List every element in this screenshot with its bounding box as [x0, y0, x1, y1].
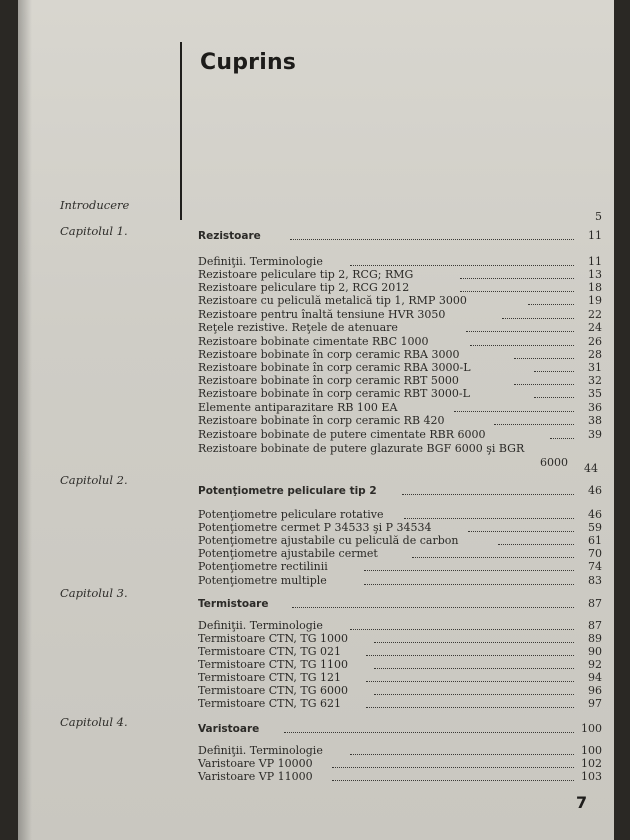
page-number: 7 — [576, 793, 588, 812]
toc-entry: Termistoare CTN, TG 121 — [198, 671, 341, 684]
toc-entry: Varistoare VP 10000 — [198, 757, 313, 770]
toc-page: 70 — [588, 547, 602, 560]
toc-page: 39 — [588, 428, 602, 441]
toc-page: 28 — [588, 348, 602, 361]
toc-page: 59 — [588, 521, 602, 534]
toc-page: 83 — [588, 574, 602, 587]
toc-page: 100 — [581, 744, 602, 757]
toc-heading: Varistoare — [198, 723, 260, 735]
toc-entry: Rezistoare bobinate de putere cimentate RBR 6000 — [198, 428, 486, 441]
toc-heading-row — [198, 229, 602, 243]
title-divider-line — [180, 42, 182, 220]
dot-leader — [550, 428, 574, 439]
toc-row — [198, 632, 602, 646]
toc-entry: Rezistoare pentru înaltă tensiune HVR 3050 — [198, 308, 446, 321]
dot-leader — [364, 574, 574, 585]
toc-entry: Elemente antiparazitare RB 100 EA — [198, 401, 398, 414]
toc-row — [198, 374, 602, 388]
toc-row — [198, 361, 602, 375]
dot-leader — [498, 534, 574, 545]
toc-entry: Rezistoare bobinate de putere glazurate BGF 6000 şi BGR — [198, 442, 525, 455]
chapter-4-label: Capitolul 4. — [60, 715, 128, 729]
toc-entry: Termistoare CTN, TG 6000 — [198, 684, 348, 697]
toc-heading: Termistoare — [198, 598, 269, 610]
toc-page: 36 — [588, 401, 602, 414]
toc-entry: Definiţii. Terminologie — [198, 255, 323, 268]
toc-entry: Rezistoare peliculare tip 2, RCG; RMG — [198, 268, 414, 281]
toc-page: 87 — [588, 619, 602, 632]
dot-leader — [350, 255, 574, 266]
toc-entry: Termistoare CTN, TG 1100 — [198, 658, 348, 671]
toc-heading-row — [198, 597, 602, 611]
toc-row — [198, 294, 602, 308]
toc-page: 19 — [588, 294, 602, 307]
dot-leader — [470, 335, 574, 346]
toc-page: 26 — [588, 335, 602, 348]
toc-row — [198, 684, 602, 698]
toc-row — [198, 560, 602, 574]
toc-page: 61 — [588, 534, 602, 547]
toc-row — [198, 508, 602, 522]
toc-entry: Reţele rezistive. Reţele de atenuare — [198, 321, 398, 334]
toc-page: 96 — [588, 684, 602, 697]
dot-leader — [364, 560, 574, 571]
dot-leader — [534, 361, 574, 372]
toc-entry: Potenţiometre peliculare rotative — [198, 508, 384, 521]
toc-row — [198, 744, 602, 758]
toc-entry: Termistoare CTN, TG 1000 — [198, 632, 348, 645]
dot-leader — [366, 671, 574, 682]
toc-page: 74 — [588, 560, 602, 573]
toc-page: 102 — [581, 757, 602, 770]
toc-entry: Potenţiometre ajustabile cermet — [198, 547, 378, 560]
dot-leader — [366, 697, 574, 708]
dot-leader — [466, 321, 574, 332]
dot-leader — [534, 387, 574, 398]
toc-heading: Potenţiometre peliculare tip 2 — [198, 485, 377, 497]
toc-row — [198, 348, 602, 362]
page-gutter-shadow — [18, 0, 32, 840]
toc-continuation-text: 6000 — [540, 456, 568, 469]
toc-entry: Rezistoare bobinate cimentate RBC 1000 — [198, 335, 429, 348]
dot-leader — [350, 619, 574, 630]
dot-leader — [502, 308, 574, 319]
toc-entry: Rezistoare bobinate în corp ceramic RBA 3000 — [198, 348, 460, 361]
toc-page: 35 — [588, 387, 602, 400]
toc-page: 38 — [588, 414, 602, 427]
toc-row — [198, 645, 602, 659]
toc-entry: Rezistoare bobinate în corp ceramic RBT 5000 — [198, 374, 459, 387]
toc-entry: Rezistoare peliculare tip 2, RCG 2012 — [198, 281, 410, 294]
book-page — [18, 0, 614, 840]
dot-leader — [350, 744, 574, 755]
toc-row — [198, 574, 602, 588]
toc-entry: Termistoare CTN, TG 021 — [198, 645, 341, 658]
toc-entry: Potenţiometre multiple — [198, 574, 327, 587]
toc-row — [198, 534, 602, 548]
toc-row — [198, 428, 602, 442]
toc-page: 32 — [588, 374, 602, 387]
dot-leader — [292, 597, 574, 608]
toc-row — [198, 658, 602, 672]
toc-entry: Termistoare CTN, TG 621 — [198, 697, 341, 710]
toc-entry: Varistoare VP 11000 — [198, 770, 313, 783]
toc-entry: Potenţiometre ajustabile cu peliculă de carbon — [198, 534, 459, 547]
toc-row — [198, 335, 602, 349]
toc-page: 13 — [588, 268, 602, 281]
toc-page: 94 — [588, 671, 602, 684]
toc-page: 100 — [581, 722, 602, 735]
toc-page: 46 — [588, 508, 602, 521]
toc-row — [198, 255, 602, 269]
toc-page: 11 — [588, 255, 602, 268]
toc-entry: Definiţii. Terminologie — [198, 619, 323, 632]
dot-leader — [374, 684, 574, 695]
toc-row — [198, 671, 602, 685]
dot-leader — [412, 547, 574, 558]
toc-page: 92 — [588, 658, 602, 671]
dot-leader — [374, 632, 574, 643]
toc-row — [198, 414, 602, 428]
toc-row — [198, 268, 602, 282]
dot-leader — [404, 508, 574, 519]
toc-row — [198, 770, 602, 784]
toc-row — [198, 401, 602, 415]
toc-heading: Rezistoare — [198, 230, 261, 242]
toc-page: 46 — [588, 484, 602, 497]
page-title: Cuprins — [200, 50, 297, 75]
toc-page: 24 — [588, 321, 602, 334]
toc-entry: Rezistoare bobinate în corp ceramic RBA 3000-L — [198, 361, 471, 374]
toc-page: 11 — [588, 229, 602, 242]
dot-leader — [332, 770, 574, 781]
toc-entry: Rezistoare cu peliculă metalică tip 1, RMP 3000 — [198, 294, 467, 307]
toc-page: 31 — [588, 361, 602, 374]
toc-entry: Potenţiometre rectilinii — [198, 560, 328, 573]
dot-leader — [460, 268, 574, 279]
dot-leader — [366, 645, 574, 656]
toc-entry: Definiţii. Terminologie — [198, 744, 323, 757]
toc-heading-row — [198, 484, 602, 498]
chapter-1-label: Capitolul 1. — [60, 224, 128, 238]
chapter-3-label: Capitolul 3. — [60, 586, 128, 600]
toc-row — [198, 547, 602, 561]
dot-leader — [332, 757, 574, 768]
toc-row — [198, 697, 602, 711]
toc-page: 22 — [588, 308, 602, 321]
toc-continuation-page: 44 — [584, 462, 598, 475]
dot-leader — [402, 484, 574, 495]
toc-row — [198, 281, 602, 295]
dot-leader — [528, 294, 574, 305]
dot-leader — [514, 348, 574, 359]
dot-leader — [454, 401, 574, 412]
dot-leader — [374, 658, 574, 669]
dot-leader — [290, 229, 574, 240]
toc-page: 97 — [588, 697, 602, 710]
dot-leader — [284, 722, 574, 733]
toc-row — [198, 619, 602, 633]
toc-entry: Potenţiometre cermet P 34533 şi P 34534 — [198, 521, 432, 534]
dot-leader — [460, 281, 574, 292]
toc-row — [198, 321, 602, 335]
toc-entry: Rezistoare bobinate în corp ceramic RB 420 — [198, 414, 445, 427]
toc-page: 18 — [588, 281, 602, 294]
toc-page: 103 — [581, 770, 602, 783]
toc-heading-row — [198, 722, 602, 736]
toc-row — [198, 442, 602, 456]
dot-leader — [468, 521, 574, 532]
intro-page-number: 5 — [595, 210, 602, 223]
dot-leader — [494, 414, 574, 425]
toc-row — [198, 521, 602, 535]
chapter-2-label: Capitolul 2. — [60, 473, 128, 487]
toc-row — [198, 757, 602, 771]
toc-page: 87 — [588, 597, 602, 610]
toc-entry: Rezistoare bobinate în corp ceramic RBT 3000-L — [198, 387, 470, 400]
toc-page: 89 — [588, 632, 602, 645]
toc-page: 90 — [588, 645, 602, 658]
dot-leader — [514, 374, 574, 385]
intro-label: Introducere — [60, 198, 130, 212]
toc-row — [198, 308, 602, 322]
toc-row — [198, 387, 602, 401]
